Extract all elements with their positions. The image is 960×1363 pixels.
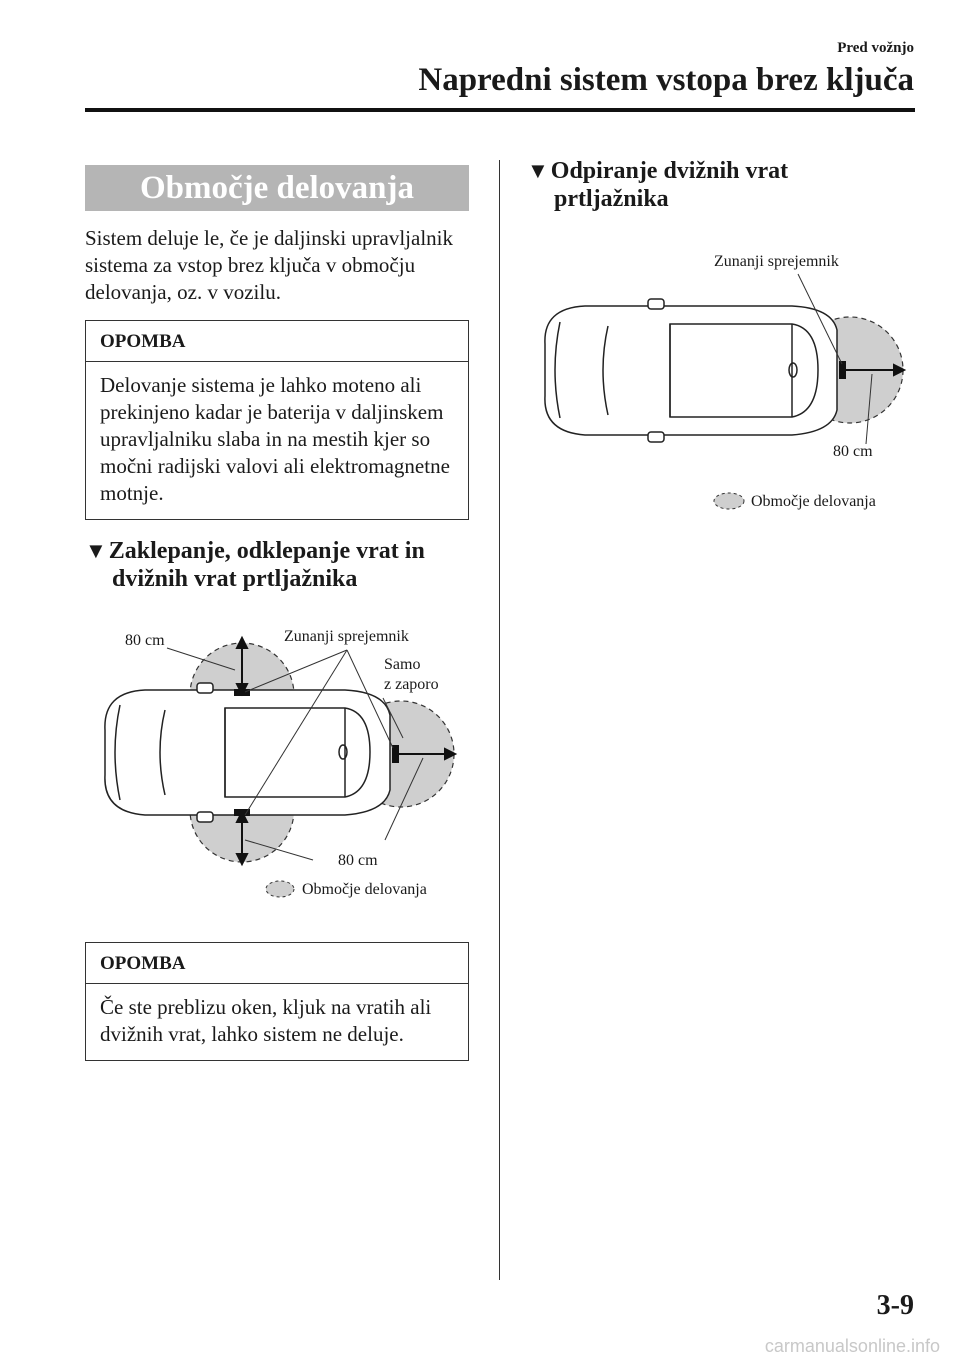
header-section-label: Pred vožnjo: [837, 40, 914, 56]
watermark: carmanualsonline.info: [764, 1336, 940, 1356]
subheading-line2: dvižnih vrat prtljažnika: [112, 566, 358, 592]
only-lock-label-line1: Samo: [384, 656, 421, 673]
subheading-line2-right: prtljažnika: [554, 186, 669, 212]
zone-legend-icon-right: [712, 490, 748, 512]
distance-label-bottom: 80 cm: [338, 852, 378, 869]
subheading-lock-unlock: [85, 537, 485, 593]
subheading-liftgate: [527, 157, 927, 213]
subheading-line1: Zaklepanje, odklepanje vrat in: [108, 538, 425, 564]
only-lock-label-line2: z zaporo: [384, 676, 439, 693]
note-text: Delovanje sistema je lahko moteno ali prekinjeno kadar je baterija v daljinskem upravljalniku slaba in na mestih kjer so močni radijski valovi ali elektromagnetne motnje.: [100, 373, 450, 505]
subheading-line1-right: Odpiranje dvižnih vrat: [550, 158, 789, 184]
zone-legend-label-right: Območje delovanja: [751, 493, 876, 510]
note-box-2: [85, 942, 469, 1061]
intro-paragraph: Sistem deluje le, če je daljinski upravljalnik sistema za vstop brez ključa v območju delovanja, oz. v vozilu.: [85, 226, 453, 304]
header-rule: [85, 108, 915, 112]
page-number: 3-9: [876, 1290, 914, 1321]
antenna-label-right: Zunanji sprejemnik: [714, 253, 839, 270]
distance-label-top: 80 cm: [125, 632, 165, 649]
car-top-view-right: [545, 299, 837, 442]
page-title: Napredni sistem vstopa brez ključa: [418, 62, 914, 98]
car-top-view: [105, 683, 390, 822]
zone-legend-icon: [264, 878, 298, 900]
note-text-2: Če ste preblizu oken, kljuk na vratih ali dvižnih vrat, lahko sistem ne deluje.: [100, 995, 432, 1046]
note-heading: OPOMBA: [86, 321, 468, 362]
note-box: [85, 320, 469, 520]
distance-label-right: 80 cm: [833, 443, 873, 460]
triangle-down-icon: ▼: [85, 538, 107, 563]
triangle-down-icon: ▼: [527, 158, 549, 183]
note-heading-2: OPOMBA: [86, 943, 468, 984]
column-divider: [499, 160, 500, 1280]
section-title: Območje delovanja: [85, 165, 469, 211]
zone-legend-label: Območje delovanja: [302, 881, 427, 898]
antenna-label: Zunanji sprejemnik: [284, 628, 409, 645]
